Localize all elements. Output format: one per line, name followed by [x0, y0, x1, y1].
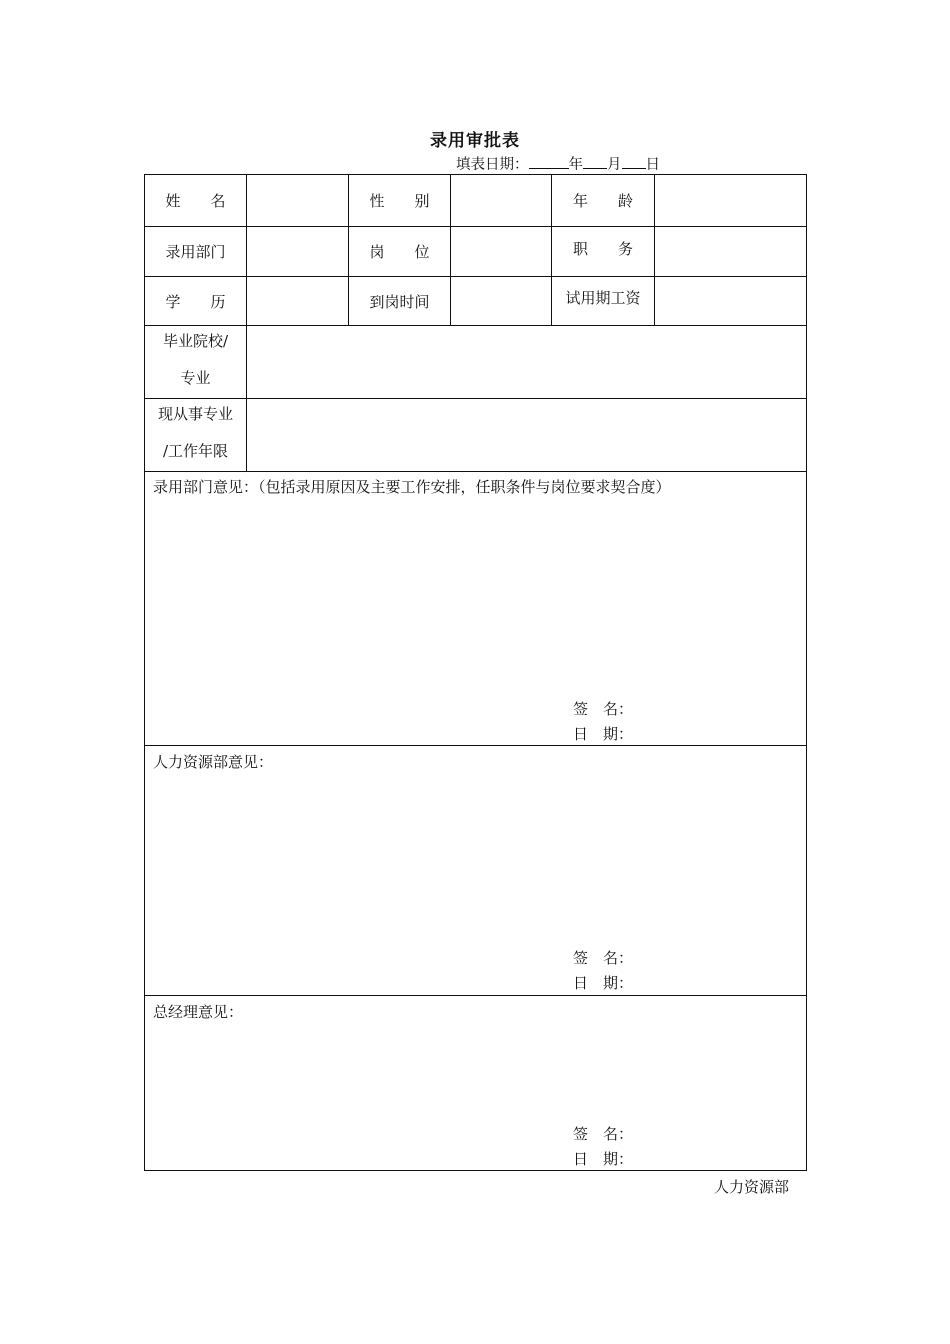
education-input-cell[interactable] — [247, 277, 348, 325]
profession-years-label-line1: 现从事专业 — [157, 405, 233, 423]
report-time-label: 到岗时间 — [369, 292, 430, 311]
fill-date-line — [456, 153, 660, 174]
age-label: 年 龄 — [572, 192, 633, 210]
education-label: 学 历 — [165, 292, 226, 311]
dept-opinion-sign-block — [573, 697, 633, 747]
school-major-input-cell[interactable] — [247, 326, 806, 398]
age-input-cell[interactable] — [655, 175, 806, 226]
gender-input-cell[interactable] — [451, 175, 551, 226]
fill-date-label: 填表日期： — [456, 157, 529, 173]
approval-form-table — [144, 174, 807, 1171]
report-time-input-cell[interactable] — [451, 277, 551, 325]
gm-opinion-sign-block — [573, 1122, 633, 1172]
position-label: 岗 位 — [369, 243, 430, 261]
row-divider — [145, 745, 806, 746]
dept-input-cell[interactable] — [247, 227, 348, 276]
profession-years-label — [145, 396, 246, 470]
hr-signature-label: 签 名： — [573, 949, 634, 967]
dept-label: 录用部门 — [165, 243, 226, 261]
dept-opinion-label: 录用部门意见：（包括录用原因及主要工作安排，任职条件与岗位要求契合度） — [153, 478, 671, 496]
month-blank[interactable] — [583, 153, 607, 169]
school-major-label-line1: 毕业院校/ — [162, 332, 229, 350]
school-major-label — [145, 323, 246, 397]
gender-label: 性 别 — [369, 192, 430, 210]
dept-date-label: 日 期： — [573, 725, 634, 743]
gm-date-label: 日 期： — [573, 1150, 634, 1168]
name-label: 姓 名 — [165, 192, 226, 210]
job-title-input-cell[interactable] — [655, 227, 806, 276]
dept-signature-label: 签 名： — [573, 700, 634, 718]
gm-opinion-label: 总经理意见： — [153, 1003, 244, 1021]
position-input-cell[interactable] — [451, 227, 551, 276]
profession-years-input-cell[interactable] — [247, 399, 806, 471]
row-divider — [145, 471, 806, 472]
hr-opinion-sign-block — [573, 946, 633, 996]
school-major-label-line2: 专业 — [180, 369, 211, 387]
year-blank[interactable] — [529, 153, 569, 169]
day-label: 日 — [645, 157, 660, 173]
profession-years-label-line2: /工作年限 — [162, 442, 229, 460]
year-label: 年 — [568, 157, 583, 173]
form-title: 录用审批表 — [430, 131, 520, 151]
footer-department: 人力资源部 — [714, 1178, 790, 1196]
day-blank[interactable] — [622, 153, 646, 169]
probation-salary-label: 试用期工资 — [565, 288, 641, 307]
name-input-cell[interactable] — [247, 175, 348, 226]
gm-signature-label: 签 名： — [573, 1125, 634, 1143]
hr-date-label: 日 期： — [573, 974, 634, 992]
probation-salary-input-cell[interactable] — [655, 277, 806, 325]
job-title-label: 职 务 — [572, 239, 633, 258]
row-divider — [145, 995, 806, 996]
hr-opinion-label: 人力资源部意见： — [153, 753, 274, 771]
month-label: 月 — [607, 157, 622, 173]
